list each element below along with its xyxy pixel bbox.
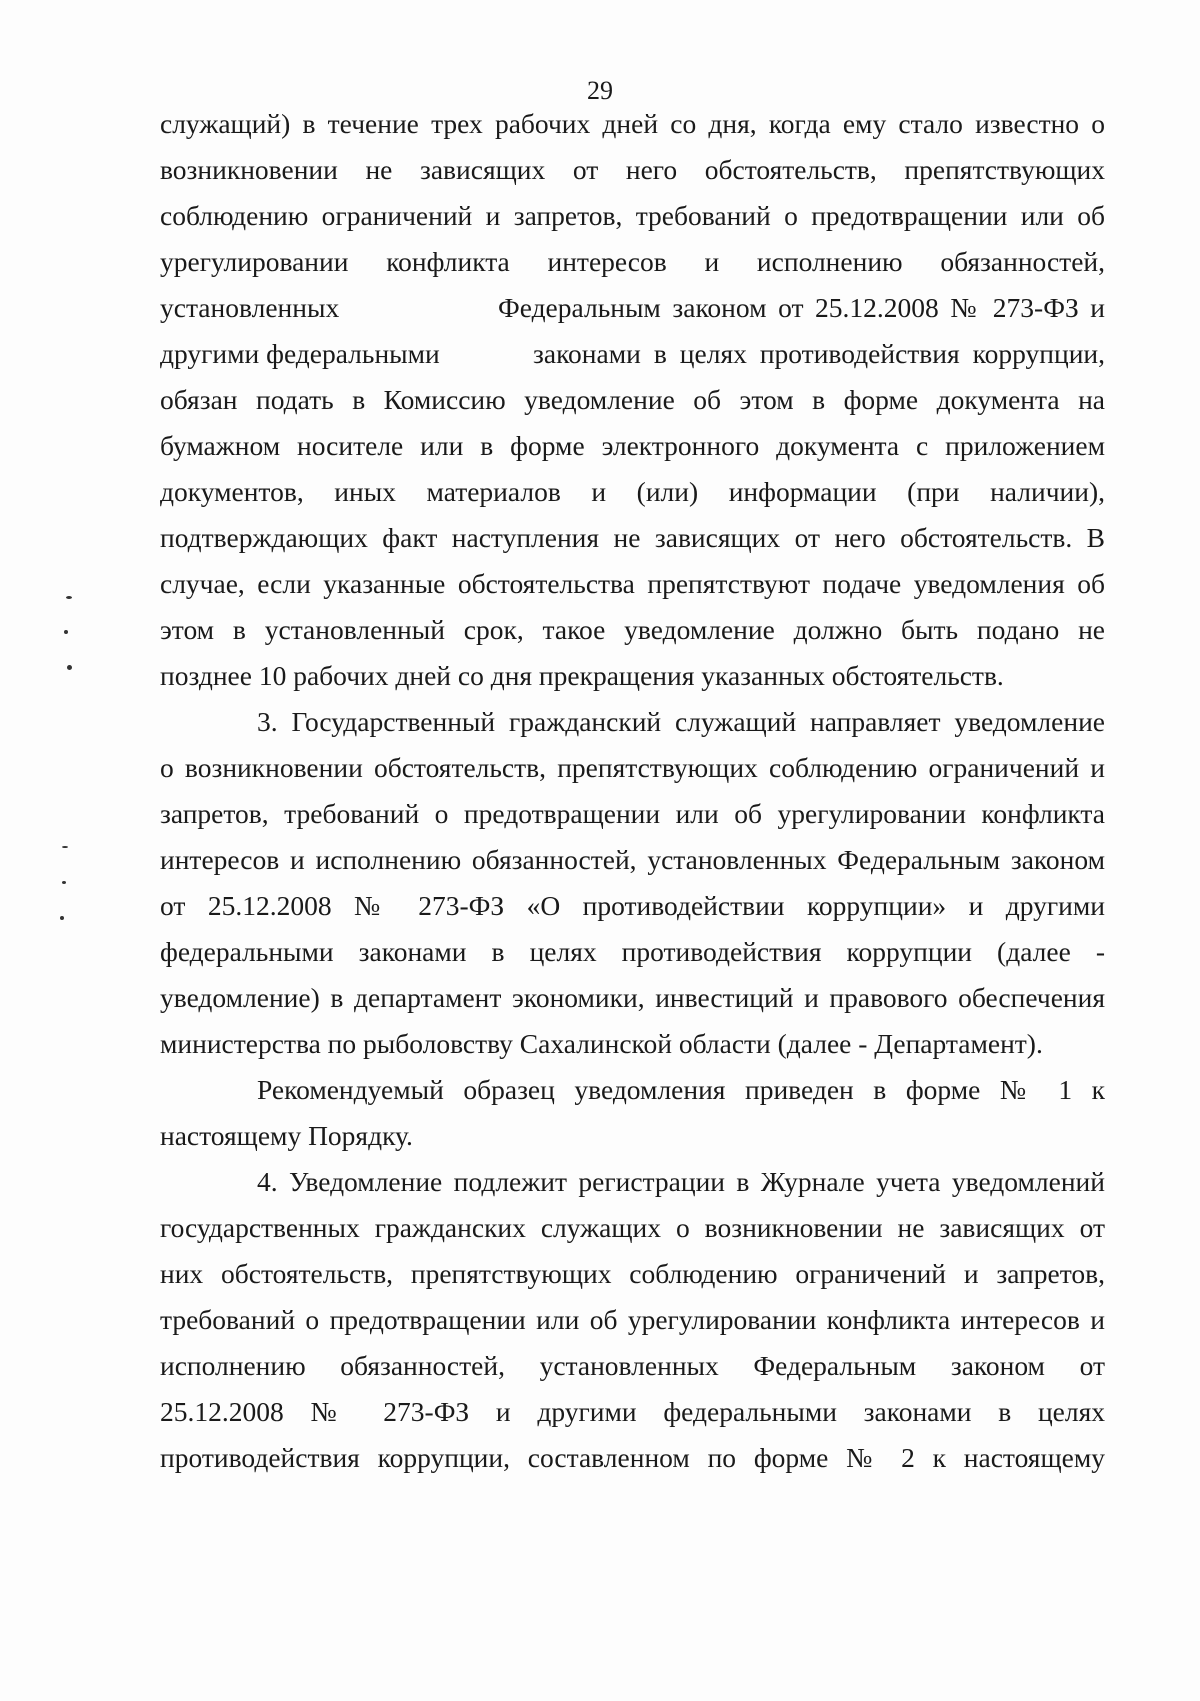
text-line: федеральными законами в целях противодействия коррупции (далее -	[160, 936, 1105, 967]
text-fragment: законами в целях противодействия коррупции,	[533, 338, 1105, 369]
page-number: 29	[587, 76, 613, 105]
text-line: бумажном носителе или в форме электронного документа с приложением	[160, 430, 1105, 461]
text-line: соблюдению ограничений и запретов, требований о предотвращении или об	[160, 200, 1105, 231]
scan-speck	[66, 596, 72, 599]
text-fragment: другими федеральными	[160, 338, 440, 369]
text-fragment: установленных	[160, 292, 340, 323]
text-line: них обстоятельств, препятствующих соблюдению ограничений и запретов,	[160, 1258, 1105, 1289]
scan-speck	[62, 881, 66, 884]
text-line: 4. Уведомление подлежит регистрации в Журнале учета уведомлений	[257, 1166, 1105, 1197]
scan-speck	[62, 846, 68, 848]
text-line: запретов, требований о предотвращении или об урегулировании конфликта	[160, 798, 1105, 829]
text-line: обязан подать в Комиссию уведомление об этом в форме документа на	[160, 384, 1105, 415]
text-line: служащий) в течение трех рабочих дней со дня, когда ему стало известно о	[160, 108, 1105, 139]
text-line: 25.12.2008 № 273-ФЗ и другими федеральными законами в целях	[160, 1396, 1105, 1427]
scan-speck	[67, 665, 72, 670]
text-line: от 25.12.2008 № 273-ФЗ «О противодействии коррупции» и другими	[160, 890, 1105, 921]
text-line: исполнению обязанностей, установленных Федеральным законом от	[160, 1350, 1105, 1381]
text-line: государственных гражданских служащих о возникновении не зависящих от	[160, 1212, 1105, 1243]
text-line: 3. Государственный гражданский служащий направляет уведомление	[257, 706, 1105, 737]
text-line: министерства по рыболовству Сахалинской области (далее - Департамент).	[160, 1028, 1043, 1059]
text-fragment: Федеральным законом от 25.12.2008 № 273-ФЗ и	[498, 292, 1105, 323]
text-line: случае, если указанные обстоятельства препятствуют подаче уведомления об	[160, 568, 1105, 599]
text-line: требований о предотвращении или об урегулировании конфликта интересов и	[160, 1304, 1105, 1335]
text-line: уведомление) в департамент экономики, инвестиций и правового обеспечения	[160, 982, 1105, 1013]
text-line: подтверждающих факт наступления не зависящих от него обстоятельств. В	[160, 522, 1105, 553]
text-line: Рекомендуемый образец уведомления приведен в форме № 1 к	[257, 1074, 1105, 1105]
text-line: интересов и исполнению обязанностей, установленных Федеральным законом	[160, 844, 1105, 875]
text-line: этом в установленный срок, такое уведомление должно быть подано не	[160, 614, 1105, 645]
text-line: урегулировании конфликта интересов и исполнению обязанностей,	[160, 246, 1105, 277]
text-line: документов, иных материалов и (или) информации (при наличии),	[160, 476, 1105, 507]
text-line: возникновении не зависящих от него обстоятельств, препятствующих	[160, 154, 1105, 185]
scan-speck	[60, 916, 64, 920]
text-line: позднее 10 рабочих дней со дня прекращения указанных обстоятельств.	[160, 660, 1004, 691]
text-line: о возникновении обстоятельств, препятствующих соблюдению ограничений и	[160, 752, 1105, 783]
text-line: настоящему Порядку.	[160, 1120, 413, 1151]
scan-speck	[64, 630, 68, 634]
text-line: противодействия коррупции, составленном по форме № 2 к настоящему	[160, 1442, 1105, 1473]
